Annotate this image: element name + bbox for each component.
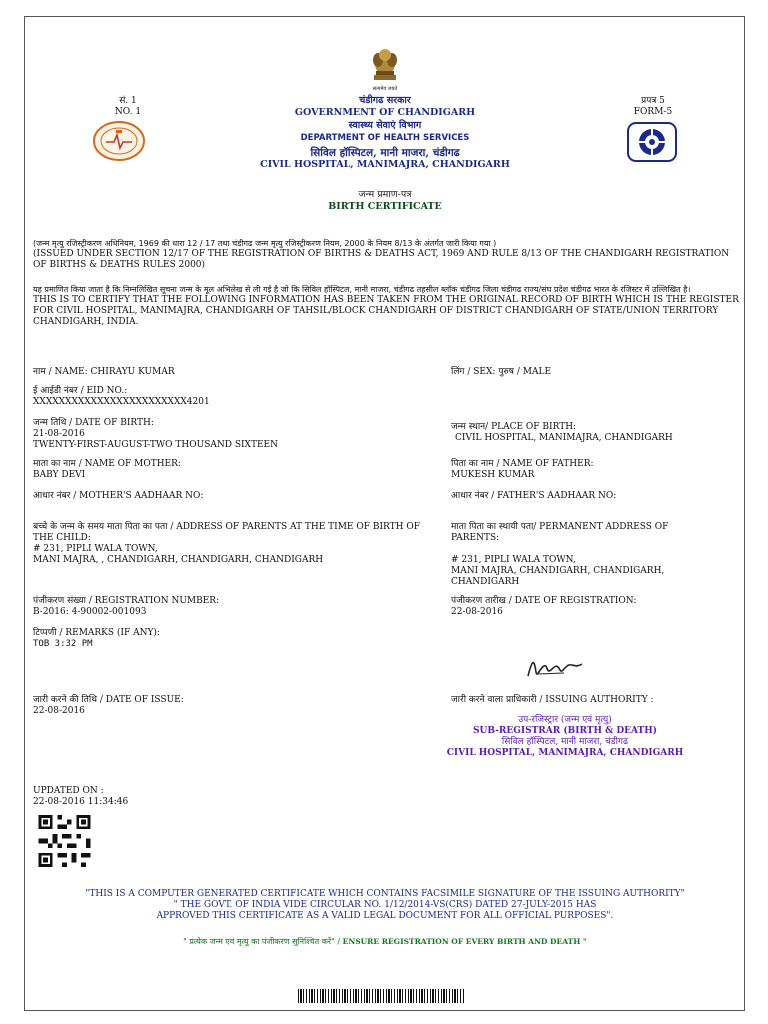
authority-line3: सिविल हॉस्पिटल, मानी माजरा, चंडीगढ (501, 737, 629, 747)
issued-under-english: (ISSUED UNDER SECTION 12/17 OF THE REGISTRATION OF BIRTHS & DEATHS ACT, 1969 AND RULE 8/13 OF THE CHANDIGARH REGISTRATION OF BIRTHS & DEATHS RULES 2000) (33, 249, 730, 270)
registration-number-value: B-2016: 4-90002-001093 (33, 607, 147, 617)
pob-label: जन्म स्थान/ PLACE OF BIRTH: (451, 422, 577, 432)
issue-date-value: 22-08-2016 (33, 706, 85, 716)
govt-hindi: चंडीगढ सरकार (359, 95, 411, 106)
lion-capital-icon (368, 44, 402, 82)
permanent-address-line2: MANI MAJRA, CHANDIGARH, CHANDIGARH, (451, 566, 665, 576)
eid-label: ई आईडी नंबर / EID NO.: (33, 386, 128, 396)
form-hindi: प्रपत्र 5 (641, 96, 665, 106)
certify-hindi: यह प्रमाणित किया जाता है कि निम्नलिखित सूचना जन्म के मूल अभिलेख से ली गई है जो कि सिविल हॉस्पिटल, मानी माजरा, चंडीगढ तहसील ब्लॉक चंडीगढ जिला चंडीगढ राज्य/संघ प्रदेश चंडीगढ भारत के रजिस्टर में उल्लिखित है। (33, 285, 691, 294)
signature-scribble-icon (524, 646, 586, 686)
footer-line1: "THIS IS A COMPUTER GENERATED CERTIFICATE WHICH CONTAINS FACSIMILE SIGNATURE OF THE ISSUING AUTHORITY" (85, 889, 685, 899)
seal-icon (92, 120, 146, 162)
dob-label: जन्म तिथि / DATE OF BIRTH: (33, 418, 154, 428)
barcode (298, 989, 464, 1003)
permanent-address-label: माता पिता का स्थायी पता/ PERMANENT ADDRESS OF PARENTS: (451, 522, 669, 543)
slogan-hindi: " प्रत्येक जन्म एवं मृत्यु का पंजीकरण सुनिश्चित करें" / (183, 937, 341, 946)
dept-english: DEPARTMENT OF HEALTH SERVICES (300, 133, 470, 143)
certificate-title-english: BIRTH CERTIFICATE (328, 201, 442, 212)
registration-date-value: 22-08-2016 (451, 607, 503, 617)
certificate-title-hindi: जन्म प्रमाण-पत्र (358, 189, 412, 200)
issued-under-hindi: (जन्म मृत्यु रजिस्ट्रीकरण अधिनियम, 1969 की धारा 12 / 17 तथा चंडीगढ जन्म मृत्यु रजिस्ट्रीकरण नियम, 2000 के नियम 8/13 के अंतर्गत जारी किया गया ) (33, 239, 497, 248)
footer-line3: APPROVED THIS CERTIFICATE AS A VALID LEGAL DOCUMENT FOR ALL OFFICIAL PURPOSES". (156, 911, 614, 921)
dob-value: 21-08-2016 (33, 429, 85, 439)
registration-number-label: पंजीकरण संख्या / REGISTRATION NUMBER: (33, 596, 220, 606)
footer-line2: " THE GOVT. OF INDIA VIDE CIRCULAR NO. 1/12/2014-VS(CRS) DATED 27-JULY-2015 HAS (173, 900, 597, 910)
certify-english: THIS IS TO CERTIFY THAT THE FOLLOWING INFORMATION HAS BEEN TAKEN FROM THE ORIGINAL RECORD OF BIRTH WHICH IS THE REGISTER FOR CIVIL HOSPITAL, MANIMAJRA, CHANDIGARH OF TAHSIL/BLOCK CHANDIGARH OF DISTRICT CHANDIGARH OF STATE/UNION TERRITORY CHANDIGARH, INDIA. (33, 295, 739, 327)
mother-aadhaar-label: आधार नंबर / MOTHER'S AADHAAR NO: (33, 491, 204, 501)
authority-line1: उप-रजिस्ट्रार (जन्म एवं मृत्यु) (518, 715, 612, 725)
hospital-seal (92, 120, 146, 162)
authority-line4: CIVIL HOSPITAL, MANIMAJRA, CHANDIGARH (446, 748, 684, 758)
mother-value: BABY DEVI (33, 470, 86, 480)
hospital-english: CIVIL HOSPITAL, MANIMAJRA, CHANDIGARH (260, 159, 510, 170)
remarks-value: TOB 3:32 PM (33, 639, 93, 649)
issue-date-label: जारी करने की तिथि / DATE OF ISSUE: (33, 695, 184, 705)
remarks-label: टिप्पणी / REMARKS (IF ANY): (33, 628, 160, 638)
qr-code-icon (37, 815, 92, 867)
qr-code (37, 815, 92, 867)
number-hindi: सं. 1 (119, 96, 137, 106)
father-label: पिता का नाम / NAME OF FATHER: (451, 459, 594, 469)
permanent-address-line3: CHANDIGARH (451, 577, 520, 587)
crs-logo-icon (627, 122, 677, 162)
name-label: नाम / NAME: (33, 367, 88, 377)
hospital-hindi: सिविल हॉस्पिटल, मानी माजरा, चंडीगढ (310, 147, 460, 159)
address-at-birth-line2: MANI MAJRA, , CHANDIGARH, CHANDIGARH, CHANDIGARH (33, 555, 324, 565)
dept-hindi: स्वास्थ्य सेवाएं विभाग (348, 120, 422, 131)
permanent-address-line1: # 231, PIPLI WALA TOWN, (451, 555, 576, 565)
emblem-caption: सत्यमेव जयते (372, 86, 398, 92)
registration-logo (627, 122, 677, 162)
father-value: MUKESH KUMAR (451, 470, 535, 480)
registration-date-label: पंजीकरण तारीख / DATE OF REGISTRATION: (451, 596, 637, 606)
number-english: NO. 1 (114, 107, 142, 117)
dob-words: TWENTY-FIRST-AUGUST-TWO THOUSAND SIXTEEN (33, 440, 278, 450)
form-english: FORM-5 (633, 107, 673, 117)
govt-english: GOVERNMENT OF CHANDIGARH (294, 107, 476, 118)
issuing-authority-label: जारी करने वाला प्राधिकारी / ISSUING AUTHORITY : (451, 695, 654, 705)
authority-line2: SUB-REGISTRAR (BIRTH & DEATH) (473, 726, 657, 736)
pob-value: CIVIL HOSPITAL, MANIMAJRA, CHANDIGARH (455, 433, 673, 443)
signature (524, 646, 586, 686)
updated-label: UPDATED ON : (33, 786, 104, 796)
address-at-birth-line1: # 231, PIPLI WALA TOWN, (33, 544, 158, 554)
name-value: CHIRAYU KUMAR (90, 367, 175, 377)
sex-label: लिंग / SEX: (451, 367, 496, 377)
eid-value: XXXXXXXXXXXXXXXXXXXXXXXX4201 (33, 397, 210, 407)
mother-label: माता का नाम / NAME OF MOTHER: (33, 459, 181, 469)
address-at-birth-label: बच्चे के जन्म के समय माता पिता का पता / ADDRESS OF PARENTS AT THE TIME OF BIRTH OF THE CHILD: (33, 522, 420, 543)
father-aadhaar-label: आधार नंबर / FATHER'S AADHAAR NO: (451, 491, 617, 501)
sex-value: पुरुष / MALE (498, 367, 552, 377)
updated-value: 22-08-2016 11:34:46 (33, 797, 129, 807)
emblem (368, 44, 402, 90)
slogan-english: ENSURE REGISTRATION OF EVERY BIRTH AND DEATH " (342, 937, 587, 946)
